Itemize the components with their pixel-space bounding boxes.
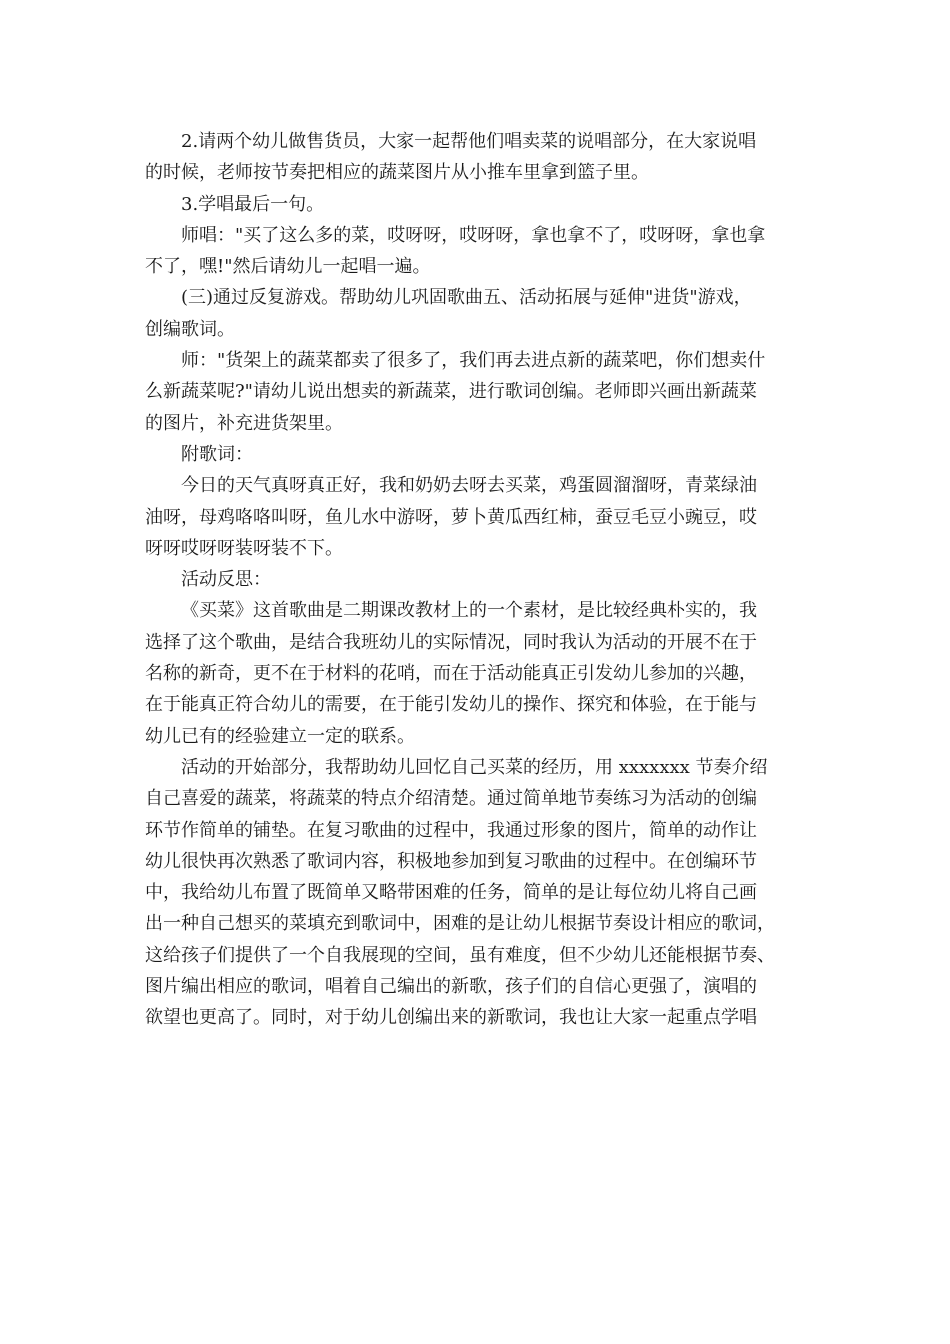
paragraph-8 (145, 564, 805, 595)
text-line: 不了，嘿!"然后请幼儿一起唱一遍。 (145, 256, 431, 278)
text-line: 这给孩子们提供了一个自我展现的空间，虽有难度，但不少幼儿还能根据节奏、 (145, 944, 775, 966)
text-line: 自己喜爱的蔬菜，将蔬菜的特点介绍清楚。通过简单地节奏练习为活动的创编 (145, 788, 757, 810)
text-line: 欲望也更高了。同时，对于幼儿创编出来的新歌词，我也让大家一起重点学唱 (145, 1007, 757, 1029)
paragraph-1 (145, 126, 805, 189)
text-line: 师唱："买了这么多的菜，哎呀呀，哎呀呀，拿也拿不了，哎呀呀，拿也拿 (181, 224, 766, 246)
section-label: 附歌词： (181, 443, 253, 465)
text-line: 师："货架上的蔬菜都卖了很多了，我们再去进点新的蔬菜吧，你们想卖什 (181, 350, 766, 372)
paragraph-2 (145, 189, 805, 220)
text-line: 中，我给幼儿布置了既简单又略带困难的任务，简单的是让每位幼儿将自己画 (145, 882, 757, 904)
paragraph-4 (145, 282, 805, 345)
text-line: 出一种自己想买的菜填充到歌词中，困难的是让幼儿根据节奏设计相应的歌词， (145, 913, 775, 935)
paragraph-5 (145, 345, 805, 439)
text-line: 名称的新奇，更不在于材料的花哨，而在于活动能真正引发幼儿参加的兴趣， (145, 663, 757, 685)
text-line: 选择了这个歌曲，是结合我班幼儿的实际情况，同时我认为活动的开展不在于 (145, 631, 757, 653)
paragraph-10 (145, 752, 805, 1034)
paragraph-9 (145, 595, 805, 751)
text-line: 在于能真正符合幼儿的需要，在于能引发幼儿的操作、探究和体验，在于能与 (145, 694, 757, 716)
text-line: (三)通过反复游戏。帮助幼儿巩固歌曲五、活动拓展与延伸"进货"游戏， (181, 287, 752, 309)
document-body (145, 126, 805, 1034)
text-line: 3.学唱最后一句。 (181, 193, 325, 215)
text-line: 创编歌词。 (145, 318, 235, 340)
text-line: 幼儿已有的经验建立一定的联系。 (145, 725, 415, 747)
text-line: 幼儿很快再次熟悉了歌词内容，积极地参加到复习歌曲的过程中。在创编环节 (145, 850, 757, 872)
text-line: 呀呀哎呀呀装呀装不下。 (145, 537, 343, 559)
text-line: 的图片，补充进货架里。 (145, 412, 343, 434)
text-line: 环节作简单的铺垫。在复习歌曲的过程中，我通过形象的图片，简单的动作让 (145, 819, 757, 841)
text-line: 活动的开始部分，我帮助幼儿回忆自己买菜的经历，用 xxxxxxx 节奏介绍 (181, 756, 768, 778)
text-line: 么新蔬菜呢?"请幼儿说出想卖的新蔬菜，进行歌词创编。老师即兴画出新蔬菜 (145, 381, 757, 403)
section-label: 活动反思： (181, 569, 271, 591)
text-line: 的时候，老师按节奏把相应的蔬菜图片从小推车里拿到篮子里。 (145, 162, 649, 184)
paragraph-7 (145, 470, 805, 564)
text-line: 《买菜》这首歌曲是二期课改教材上的一个素材，是比较经典朴实的，我 (181, 600, 757, 622)
paragraph-6 (145, 439, 805, 470)
text-line: 今日的天气真呀真正好，我和奶奶去呀去买菜，鸡蛋圆溜溜呀，青菜绿油 (181, 475, 757, 497)
text-line: 图片编出相应的歌词，唱着自己编出的新歌，孩子们的自信心更强了，演唱的 (145, 976, 757, 998)
text-line: 油呀，母鸡咯咯叫呀，鱼儿水中游呀，萝卜黄瓜西红柿，蚕豆毛豆小豌豆，哎 (145, 506, 757, 528)
text-line: 2.请两个幼儿做售货员，大家一起帮他们唱卖菜的说唱部分，在大家说唱 (181, 131, 757, 152)
paragraph-3 (145, 220, 805, 283)
